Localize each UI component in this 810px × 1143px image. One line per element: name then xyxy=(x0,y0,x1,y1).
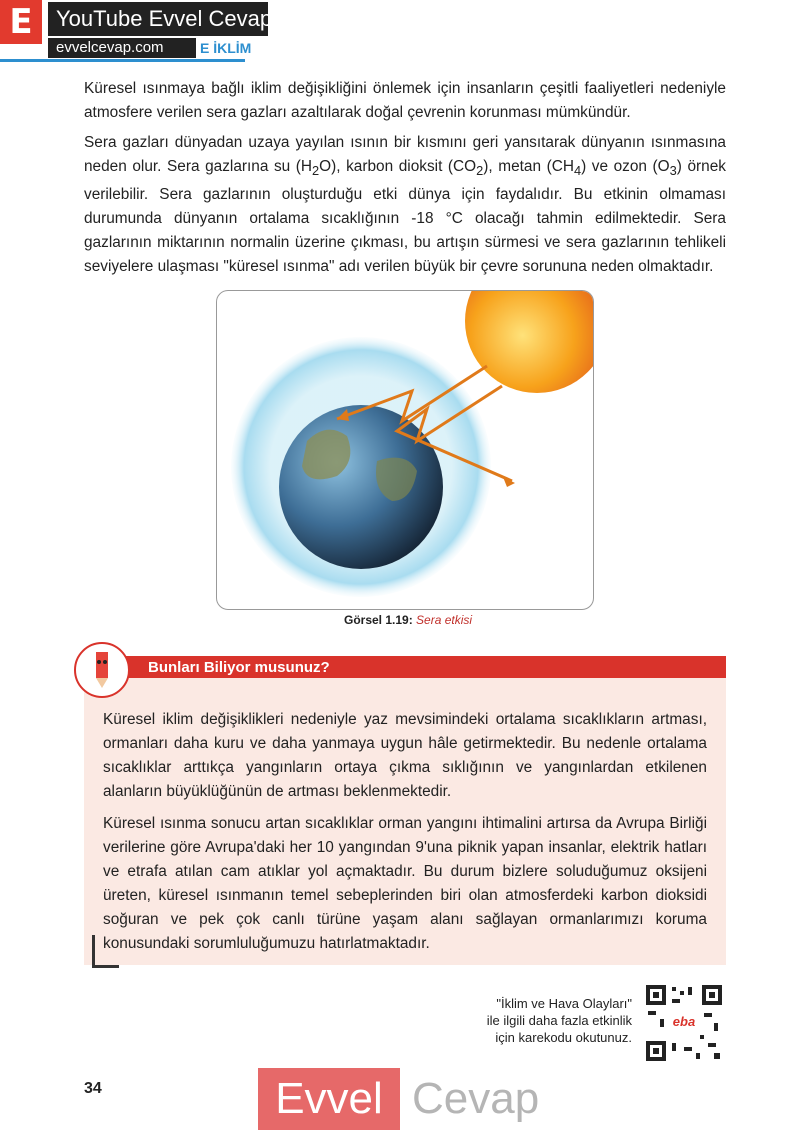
footer-brand-right: Cevap xyxy=(412,1074,540,1123)
subscript: 2 xyxy=(476,163,484,179)
figure-caption xyxy=(344,613,472,627)
qr-note-line: için karekodu okutunuz. xyxy=(495,1030,632,1045)
paragraph-2-text-d: ) ve ozon (O xyxy=(581,158,670,175)
qr-logo: eba xyxy=(672,1014,696,1029)
sun xyxy=(465,291,593,393)
caption-label: Görsel 1.19: xyxy=(344,613,413,627)
greenhouse-illustration xyxy=(217,291,593,609)
info-paragraph-1: Küresel iklim değişiklikleri nedeniyle yaz mevsimindeki ortalama sıcaklıkların artması, ormanları daha kuru ve daha yanmaya uygun hâle getirmektedir. Bu nedenle ortalama sıcaklıklar arttıkça yangınların ortaya çıkma sıklığının ve yangınlardan etkilenen alanların büyüklüğünün de artması beklenmektedir. xyxy=(103,711,707,800)
brand-site: evvelcevap.com xyxy=(48,38,196,58)
qr-note xyxy=(460,995,632,1046)
info-box-title: Bunları Biliyor musunuz? xyxy=(148,659,330,676)
pencil-mascot-icon xyxy=(74,642,130,698)
header-rule xyxy=(0,59,245,62)
paragraph-2-text-e: ) örnek verilebilir. Sera gazlarının oluşturduğu etki dünya için faydalıdır. Bu etkinin olmaması durumunda dünyanın ortalama sıcaklığının -18 °C olacağı tahmin edilmektedir. Sera gazlarının miktarının normalin üzerine çıkması, bu artışın sürmesi ve sera gazlarının tehlikeli seviyelere ulaşması "küresel ısınma" adı verilen büyük bir çevre sorununa neden olmaktadır. xyxy=(84,158,726,276)
unit-title: E İKLİM xyxy=(200,40,252,56)
paragraph-2-text-a: Sera gazları dünyadan uzaya yayılan ısının bir kısmını geri yansıtarak dünyanın ısınmasına neden olur. Sera gazlarına su (H xyxy=(84,134,726,175)
subscript: 3 xyxy=(669,163,677,179)
caption-text: Sera etkisi xyxy=(416,613,473,627)
qr-note-line: "İklim ve Hava Olayları" xyxy=(496,996,632,1011)
brand-logo-letter: E xyxy=(0,0,42,44)
subscript: 4 xyxy=(573,163,582,179)
info-paragraph-2: Küresel ısınma sonucu artan sıcaklıklar orman yangını ihtimalini artırsa da Avrupa Birliği verilerine göre Avrupa'daki her 10 yangından 9'una piknik yapan insanlar, elektrik hatları ve etrafa atılan cam atıklar yol açmaktadır. Bu durum bizlere soluduğumuz oksijeni üreten, küresel ısınmanın temel sebeplerinden biri olan atmosferdeki karbon dioksidi soğuran ve pek çok canlı türüne yaşam alanı sağlayan ormanlarımızı koruma konusundaki sorumluluğumuzu hatırlatmaktadır. xyxy=(103,815,707,952)
qr-code[interactable] xyxy=(644,983,724,1063)
greenhouse-figure xyxy=(216,290,594,610)
corner-mark xyxy=(92,935,119,968)
paragraph-2 xyxy=(84,131,726,279)
footer-brand-left: Evvel xyxy=(258,1068,400,1130)
earth xyxy=(279,405,443,569)
subscript: 2 xyxy=(312,163,320,179)
pencil-mascot-graphic xyxy=(76,644,128,696)
brand-title: YouTube Evvel Cevap xyxy=(48,2,268,36)
paragraph-1: Küresel ısınmaya bağlı iklim değişikliğini önlemek için insanların çeşitli faaliyetleri nedeniyle atmosfere verilen sera gazları azaltılarak doğal çevrenin korunması mümkündür. xyxy=(84,80,726,121)
paragraph-2-text-b: O), karbon dioksit (CO xyxy=(319,158,477,175)
paragraph-2-text-c: ), metan (CH xyxy=(483,158,574,175)
page-number: 34 xyxy=(84,1080,102,1097)
qr-note-line: ile ilgili daha fazla etkinlik xyxy=(486,1013,632,1028)
